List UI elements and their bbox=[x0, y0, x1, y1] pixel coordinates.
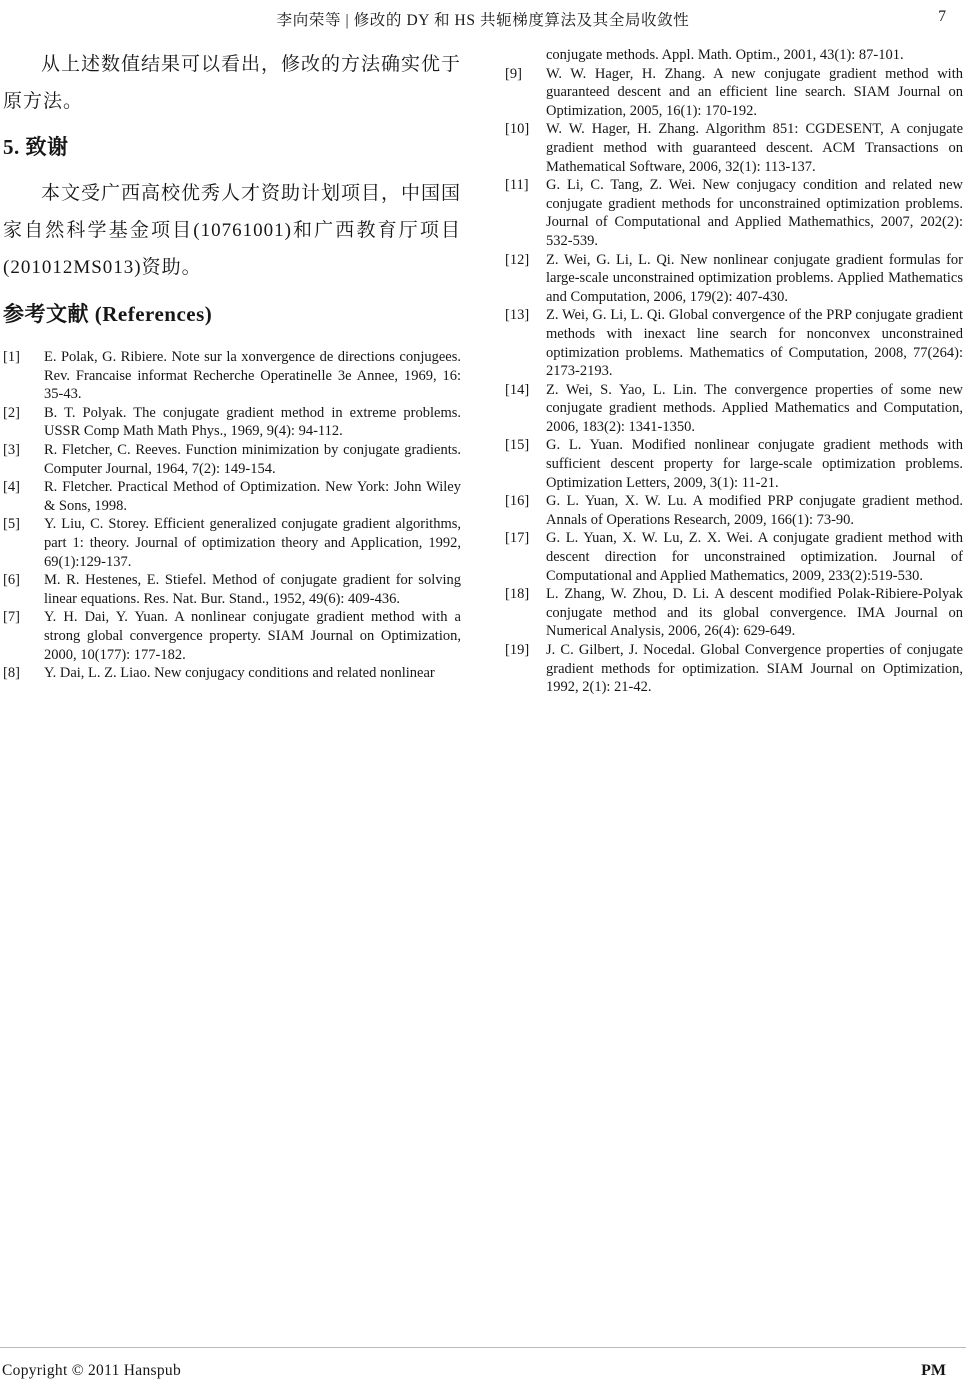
acknowledgments-paragraph: 本文受广西高校优秀人才资助计划项目，中国国家自然科学基金项目(10761001)和广西教育厅项目(201012MS013)资助。 bbox=[3, 183, 462, 278]
reference-label: [19] bbox=[505, 642, 530, 658]
reference-text: G. L. Yuan. Modified nonlinear conjugate gradient methods with sufficient descent property for large-scale optimization problems. Optimization Letters, 2009, 3(1): 11-21. bbox=[546, 437, 963, 491]
reference-label: [15] bbox=[505, 437, 530, 454]
reference-item bbox=[505, 436, 963, 492]
reference-label: [13] bbox=[505, 307, 530, 324]
reference-label: [16] bbox=[505, 493, 530, 510]
acknowledgments-heading: 5. 致谢 bbox=[3, 135, 69, 159]
reference-item bbox=[3, 404, 461, 441]
reference-label: [2] bbox=[3, 404, 20, 421]
reference-label: [17] bbox=[505, 530, 530, 547]
reference-text: R. Fletcher, C. Reeves. Function minimization by conjugate gradients. Computer Journal, 1964, 7(2): 149-154. bbox=[44, 441, 461, 477]
reference-label: [4] bbox=[3, 479, 20, 496]
footer-divider bbox=[0, 1347, 966, 1348]
reference-item bbox=[3, 515, 461, 571]
two-column-layout bbox=[3, 46, 963, 697]
reference-label: [8] bbox=[3, 665, 20, 682]
reference-text: Z. Wei, G. Li, L. Qi. Global convergence of the PRP conjugate gradient methods with inexact line search for nonconvex unconstrained optimization problems. Mathematics of Computation, 2008, 77(264): 2173-2193. bbox=[546, 307, 963, 380]
reference-label: [6] bbox=[3, 572, 20, 589]
reference-text: G. Li, C. Tang, Z. Wei. New conjugacy condition and related new conjugate gradient methods for unconstrained optimization problems. Journal of Computational and Applied Mathemathics, 2007, 202(2): 532-539. bbox=[546, 177, 963, 249]
reference-continuation: conjugate methods. Appl. Math. Optim., 2001, 43(1): 87-101. bbox=[546, 47, 904, 63]
reference-text: G. L. Yuan, X. W. Lu, Z. X. Wei. A conjugate gradient method with descent direction for unconstrained optimization. Journal of Computational and Applied Mathematics, 2009, 233(2):519-530. bbox=[546, 530, 963, 584]
copyright-text: Copyright © 2011 Hanspub bbox=[2, 1362, 181, 1379]
reference-text: Y. Liu, C. Storey. Efficient generalized conjugate gradient algorithms, part 1: theory. Journal of optimization theory and Application, 1992, 69(1):129-137. bbox=[44, 516, 461, 570]
references-list-left bbox=[3, 348, 461, 683]
reference-item bbox=[3, 664, 461, 683]
page-number: 7 bbox=[938, 8, 946, 25]
reference-text: R. Fletcher. Practical Method of Optimization. New York: John Wiley & Sons, 1998. bbox=[44, 479, 461, 514]
reference-item bbox=[505, 585, 963, 641]
reference-label: [11] bbox=[505, 177, 529, 194]
reference-text: W. W. Hager, H. Zhang. A new conjugate gradient method with guaranteed descent and an efficient line search. SIAM Journal on Optimization, 2005, 16(1): 170-192. bbox=[546, 65, 963, 119]
reference-text: Y. H. Dai, Y. Yuan. A nonlinear conjugate gradient method with a strong global convergence property. SIAM Journal on Optimization, 2000, 10(177): 177-182. bbox=[44, 609, 461, 663]
reference-label: [18] bbox=[505, 586, 530, 603]
reference-label: [9] bbox=[505, 65, 522, 82]
reference-text: B. T. Polyak. The conjugate gradient method in extreme problems. USSR Comp Math Math Phys., 1969, 9(4): 94-112. bbox=[44, 404, 461, 440]
right-column bbox=[505, 46, 963, 697]
reference-item bbox=[505, 120, 963, 176]
running-head-title: 李向荣等 | 修改的 DY 和 HS 共轭梯度算法及其全局收敛性 bbox=[276, 12, 690, 29]
reference-text: E. Polak, G. Ribiere. Note sur la xonvergence de directions conjugees. Rev. Francaise informat Recherche Operatinelle 3e Annee, 1969, 16: 35-43. bbox=[44, 349, 461, 403]
reference-text: L. Zhang, W. Zhou, D. Li. A descent modified Polak-Ribiere-Polyak conjugate method and its global convergence. IMA Journal on Numerical Analysis, 2006, 26(4): 629-649. bbox=[546, 586, 963, 640]
reference-item bbox=[505, 492, 963, 529]
reference-label: [12] bbox=[505, 251, 530, 268]
reference-text: Y. Dai, L. Z. Liao. New conjugacy conditions and related nonlinear bbox=[44, 665, 435, 682]
reference-item bbox=[3, 478, 461, 515]
conclusion-paragraph: 从上述数值结果可以看出，修改的方法确实优于原方法。 bbox=[3, 54, 462, 112]
reference-item bbox=[505, 529, 963, 585]
reference-item bbox=[505, 251, 963, 307]
left-column bbox=[3, 46, 461, 697]
reference-text: W. W. Hager, H. Zhang. Algorithm 851: CGDESENT, A conjugate gradient method with guaranteed descent. ACM Transactions on Mathematical Software, 2006, 32(1): 113-137. bbox=[546, 121, 963, 175]
reference-text: J. C. Gilbert, J. Nocedal. Global Convergence properties of conjugate gradient methods for optimization. SIAM Journal on Optimization, 1992, 2(1): 21-42. bbox=[546, 642, 963, 696]
page-mark: PM bbox=[921, 1362, 946, 1379]
reference-item bbox=[3, 608, 461, 664]
references-heading: 参考文献 (References) bbox=[3, 302, 213, 326]
reference-label: [5] bbox=[3, 516, 20, 533]
reference-label: [1] bbox=[3, 349, 20, 365]
reference-text: G. L. Yuan, X. W. Lu. A modified PRP conjugate gradient method. Annals of Operations Research, 2009, 166(1): 73-90. bbox=[546, 493, 963, 528]
reference-text: Z. Wei, S. Yao, L. Lin. The convergence properties of some new conjugate gradient methods. Applied Mathematics and Computation, 2006, 183(2): 1341-1350. bbox=[546, 381, 963, 435]
reference-item bbox=[505, 381, 963, 437]
reference-text: Z. Wei, G. Li, L. Qi. New nonlinear conjugate gradient formulas for large-scale unconstrained optimization problems. Applied Mathematics and Computation, 2006, 179(2): 407-430. bbox=[546, 251, 963, 305]
reference-item bbox=[505, 176, 963, 250]
reference-item bbox=[505, 306, 963, 380]
reference-text: M. R. Hestenes, E. Stiefel. Method of conjugate gradient for solving linear equations. Res. Nat. Bur. Stand., 1952, 49(6): 409-436. bbox=[44, 572, 461, 607]
reference-item bbox=[3, 348, 461, 404]
reference-label: [10] bbox=[505, 121, 530, 138]
reference-label: [3] bbox=[3, 441, 20, 458]
reference-label: [14] bbox=[505, 381, 530, 398]
reference-item bbox=[3, 441, 461, 478]
reference-item bbox=[505, 65, 963, 121]
reference-item bbox=[3, 571, 461, 608]
reference-item bbox=[505, 641, 963, 697]
references-list-right bbox=[505, 65, 963, 697]
reference-label: [7] bbox=[3, 609, 20, 626]
